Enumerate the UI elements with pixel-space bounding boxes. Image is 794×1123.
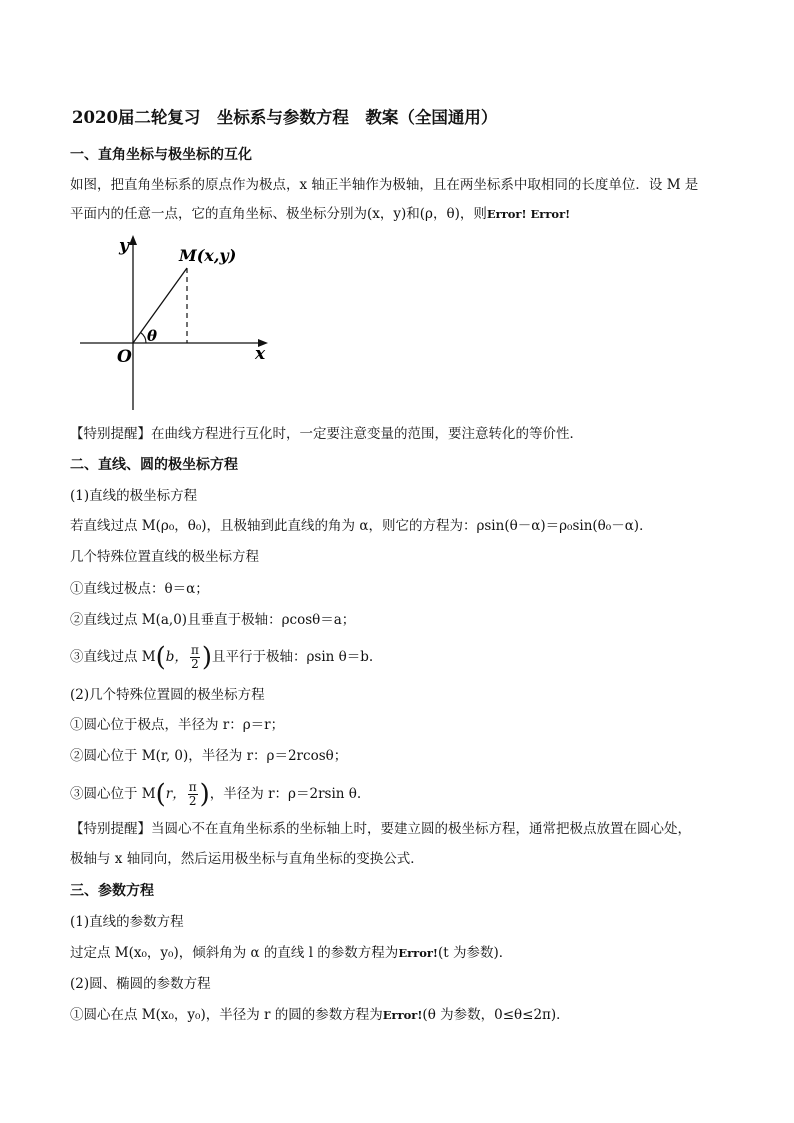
special-line-3-suffix: 且平行于极轴：ρsin θ＝b. [211,649,374,665]
special-circle-1: ①圆心位于极点，半径为 r：ρ＝r； [70,717,285,733]
left-paren: ( [155,779,166,810]
left-paren: ( [155,642,166,673]
section-2-tip-line-1: 【特别提醒】当圆心不在直角坐标系的坐标轴上时，要建立圆的极坐标方程，通常把极点放置在圆心处， [70,821,691,837]
section-2-heading: 二、直线、圆的极坐标方程 [70,457,238,473]
section-1-paragraph-line-1: 如图，把直角坐标系的原点作为极点，x 轴正半轴作为极轴，且在两坐标系中取相同的长度单位．设 M 是 [70,177,699,193]
x-axis-label: x [255,344,266,364]
origin-label: O [117,347,132,367]
y-axis-label: y [119,236,129,256]
circle-parametric-equation [70,1006,570,1024]
special-circle-3-suffix: ，半径为 r：ρ＝2rsin θ. [209,786,362,802]
section-2-tip-line-2: 极轴与 x 轴同向，然后运用极坐标与直角坐标的变换公式． [70,851,424,867]
theta-arc [141,333,146,344]
special-line-2: ②直线过点 M(a,0)且垂直于极轴：ρcosθ＝a； [70,612,356,628]
line-polar-subheading: (1)直线的极坐标方程 [70,488,198,504]
circle-parametric-prefix: ①圆心在点 M(x₀，y₀)，半径为 r 的圆的参数方程为 [70,1007,383,1023]
line-parametric-subheading: (1)直线的参数方程 [70,914,184,930]
circle-parametric-suffix: (θ 为参数，0≤θ≤2π)． [422,1007,570,1023]
section-3-heading: 三、参数方程 [70,883,154,899]
special-circle-3-arg: r， [165,786,186,802]
special-line-3-arg: b， [165,649,188,665]
special-line-1: ①直线过极点：θ＝α； [70,581,209,597]
coordinate-diagram [75,232,275,412]
section-1-heading: 一、直角坐标与极坐标的互化 [70,147,252,163]
error-field-text: Error! [398,946,438,960]
circle-polar-subheading: (2)几个特殊位置圆的极坐标方程 [70,687,265,703]
section-1-tip: 【特别提醒】在曲线方程进行互化时，一定要注意变量的范围，要注意转化的等价性． [70,426,583,442]
right-paren: ) [201,642,212,673]
error-field-text: Error! [382,1008,423,1022]
special-circle-3 [70,781,361,808]
right-paren: ) [199,779,210,810]
point-m-label: M(x,y) [179,246,237,265]
fraction-numerator: π [190,643,199,657]
page-title: 2020届二轮复习 坐标系与参数方程 教案（全国通用） [72,108,498,127]
special-line-3-prefix: ③直线过点 M [70,649,156,665]
special-line-3 [70,644,373,671]
line-parametric-suffix: (t 为参数)． [437,945,513,961]
fraction-denominator: 2 [188,794,197,808]
section-1-paragraph-text: 平面内的任意一点，它的直角坐标、极坐标分别为(x，y)和(ρ，θ)，则 [70,206,487,222]
fraction-numerator: π [188,780,197,794]
fraction-denominator: 2 [191,657,199,671]
theta-label: θ [147,327,158,345]
circle-ellipse-subheading: (2)圆、椭圆的参数方程 [70,976,211,992]
error-field-text: Error! Error! [486,207,571,221]
y-axis-arrow-icon [129,235,137,245]
pi-over-2-fraction [190,644,200,671]
pi-over-2-fraction [188,781,198,808]
section-1-paragraph-line-2 [70,205,570,223]
special-circle-3-prefix: ③圆心位于 M [70,786,156,802]
line-parametric-prefix: 过定点 M(x₀，y₀)，倾斜角为 α 的直线 l 的参数方程为 [70,945,399,961]
ray-om [133,268,187,343]
special-circle-2: ②圆心位于 M(r, 0)，半径为 r：ρ＝2rcosθ； [70,748,348,764]
line-parametric-equation [70,944,512,962]
special-lines-heading: 几个特殊位置直线的极坐标方程 [70,549,259,565]
line-polar-equation: 若直线过点 M(ρ₀，θ₀)，且极轴到此直线的角为 α，则它的方程为：ρsin(θ－α)＝ρ₀sin(θ₀－α)． [70,518,653,534]
